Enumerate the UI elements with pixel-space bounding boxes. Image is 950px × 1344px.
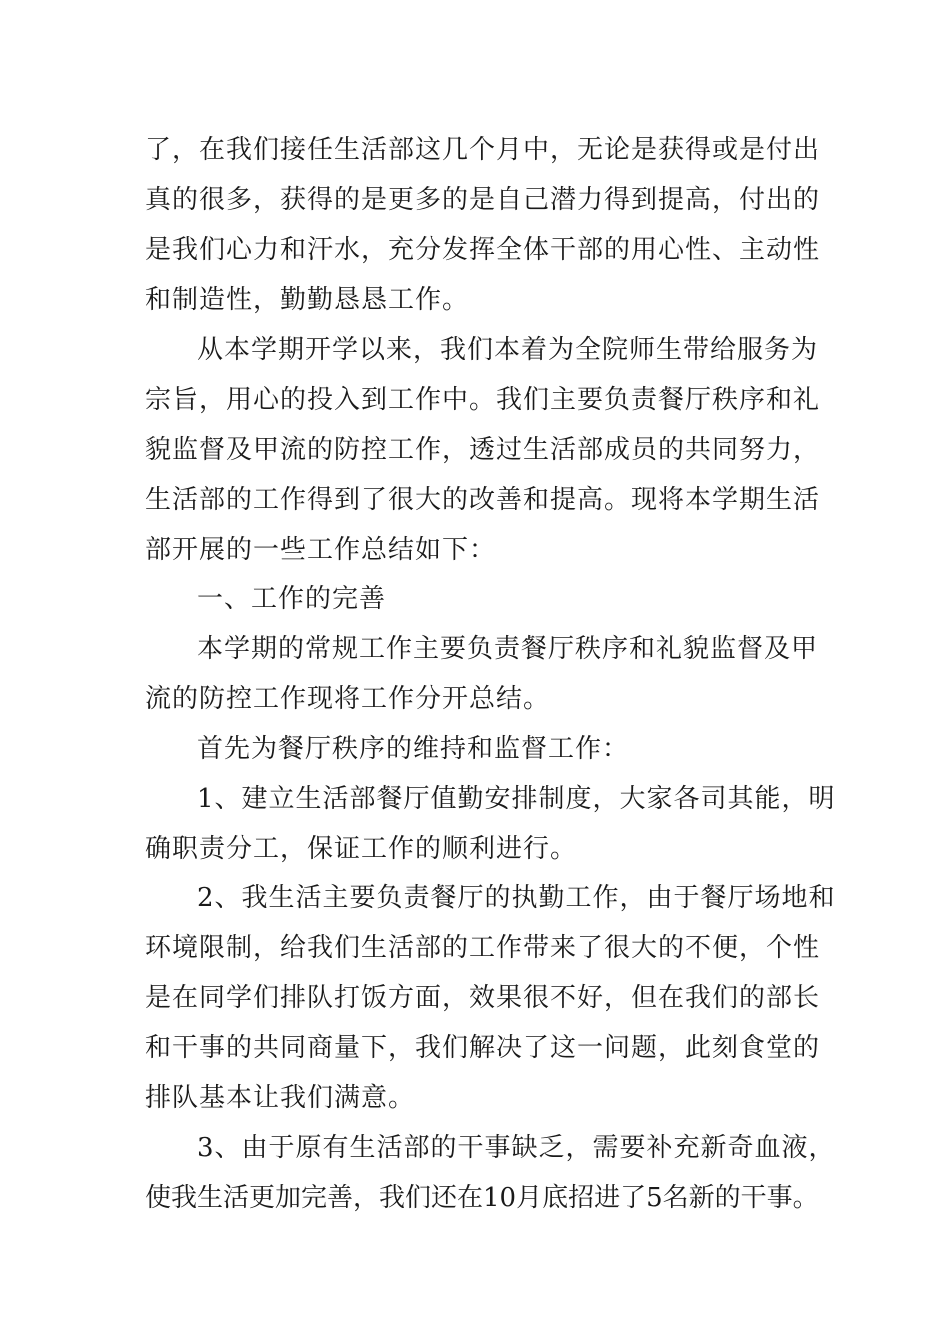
- paragraph-line: 从本学期开学以来，我们本着为全院师生带给服务为: [197, 335, 819, 365]
- paragraph-line: 3、由于原有生活部的干事缺乏，需要补充新奇血液，: [197, 1133, 836, 1163]
- paragraph-line: 排队基本让我们满意。: [145, 1083, 416, 1113]
- paragraph-line: 部开展的一些工作总结如下：: [145, 535, 497, 565]
- paragraph-line: 环境限制，给我们生活部的工作带来了很大的不便，个性: [145, 933, 821, 963]
- paragraph-line: 本学期的常规工作主要负责餐厅秩序和礼貌监督及甲: [197, 634, 819, 664]
- paragraph-line: 和干事的共同商量下，我们解决了这一问题，此刻食堂的: [145, 1033, 821, 1063]
- paragraph-line: 和制造性，勤勤恳恳工作。: [145, 285, 470, 315]
- paragraph-line: 是我们心力和汗水，充分发挥全体干部的用心性、主动性: [145, 235, 821, 265]
- paragraph-line: 生活部的工作得到了很大的改善和提高。现将本学期生活: [145, 485, 821, 515]
- paragraph-line: 了，在我们接任生活部这几个月中，无论是获得或是付出: [145, 135, 821, 165]
- paragraph-line: 是在同学们排队打饭方面，效果很不好，但在我们的部长: [145, 983, 821, 1013]
- paragraph-line: 使我生活更加完善，我们还在10月底招进了5名新的干事。: [145, 1183, 819, 1213]
- section-heading: 一、工作的完善: [197, 584, 387, 614]
- paragraph-line: 流的防控工作现将工作分开总结。: [145, 684, 551, 714]
- paragraph-line: 1、建立生活部餐厅值勤安排制度，大家各司其能，明: [197, 784, 836, 814]
- paragraph-line: 宗旨，用心的投入到工作中。我们主要负责餐厅秩序和礼: [145, 385, 821, 415]
- paragraph-line: 真的很多，获得的是更多的是自己潜力得到提高，付出的: [145, 185, 821, 215]
- paragraph-line: 貌监督及甲流的防控工作，透过生活部成员的共同努力，: [145, 435, 821, 465]
- paragraph-line: 首先为餐厅秩序的维持和监督工作：: [197, 734, 630, 764]
- paragraph-line: 确职责分工，保证工作的顺利进行。: [145, 834, 578, 864]
- paragraph-line: 2、我生活主要负责餐厅的执勤工作，由于餐厅场地和: [197, 883, 836, 913]
